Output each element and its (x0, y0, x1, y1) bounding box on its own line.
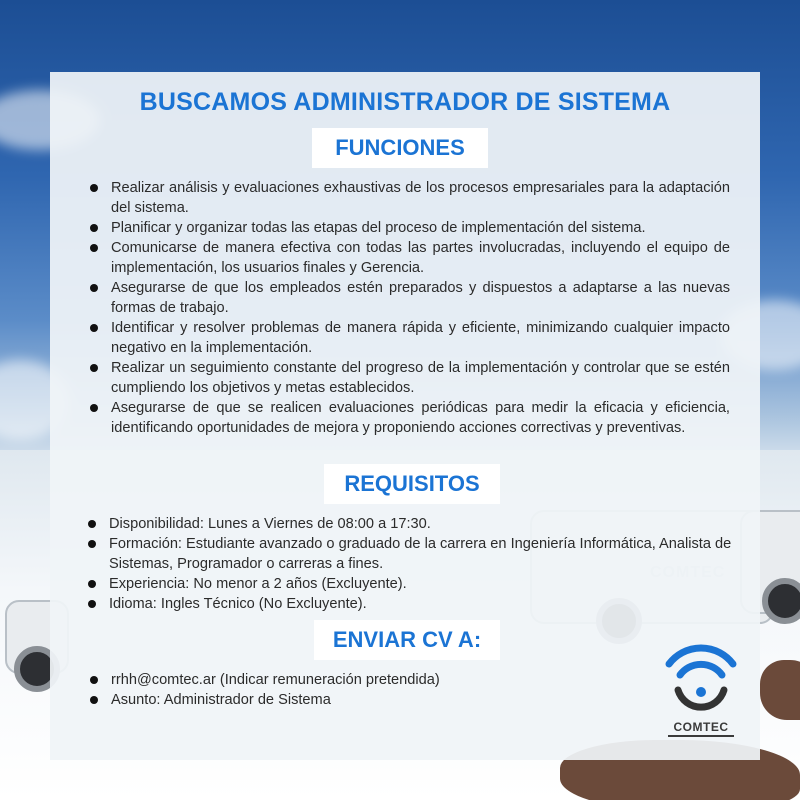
enviar-heading: ENVIAR CV A: (314, 620, 500, 660)
wifi-signal-icon (664, 642, 738, 722)
rock (760, 660, 800, 720)
list-item: Idioma: Ingles Técnico (No Excluyente). (86, 594, 736, 614)
list-item: Realizar un seguimiento constante del progreso de la implementación y controlar que se estén cumpliendo los objetivos y metas establecidos. (88, 358, 730, 398)
list-item: Asegurarse de que los empleados estén preparados y dispuestos a adaptarse a las nuevas formas de trabajo. (88, 278, 730, 318)
list-item: Asunto: Administrador de Sistema (88, 690, 648, 710)
list-item: Experiencia: No menor a 2 años (Excluyente). (86, 574, 736, 594)
requisitos-list (86, 514, 736, 614)
job-posting-panel (50, 72, 760, 760)
comtec-logo (664, 642, 738, 742)
truck-wheel (762, 578, 800, 624)
list-item: Realizar análisis y evaluaciones exhaustivas de los procesos empresariales para la adaptación del sistema. (88, 178, 730, 218)
list-item: Identificar y resolver problemas de manera rápida y eficiente, minimizando cualquier impacto negativo en la implementación. (88, 318, 730, 358)
enviar-list (88, 670, 648, 710)
list-item: Asegurarse de que se realicen evaluaciones periódicas para medir la eficacia y eficiencia, identificando oportunidades de mejora y proponiendo acciones correctivas y preventivas. (88, 398, 730, 438)
list-item: Formación: Estudiante avanzado o graduado de la carrera en Ingeniería Informática, Analista de Sistemas, Programador o carreras a fines. (86, 534, 736, 574)
page-title: BUSCAMOS ADMINISTRADOR DE SISTEMA (139, 88, 671, 116)
list-item: Planificar y organizar todas las etapas del proceso de implementación del sistema. (88, 218, 730, 238)
requisitos-heading: REQUISITOS (324, 464, 500, 504)
funciones-list (88, 178, 730, 438)
list-item: Disponibilidad: Lunes a Viernes de 08:00 a 17:30. (86, 514, 736, 534)
list-item: Comunicarse de manera efectiva con todas las partes involucradas, incluyendo el equipo de implementación, los usuarios finales y Gerencia. (88, 238, 730, 278)
logo-text: COMTEC (664, 720, 738, 734)
list-item: rrhh@comtec.ar (Indicar remuneración pretendida) (88, 670, 648, 690)
funciones-heading: FUNCIONES (312, 128, 488, 168)
